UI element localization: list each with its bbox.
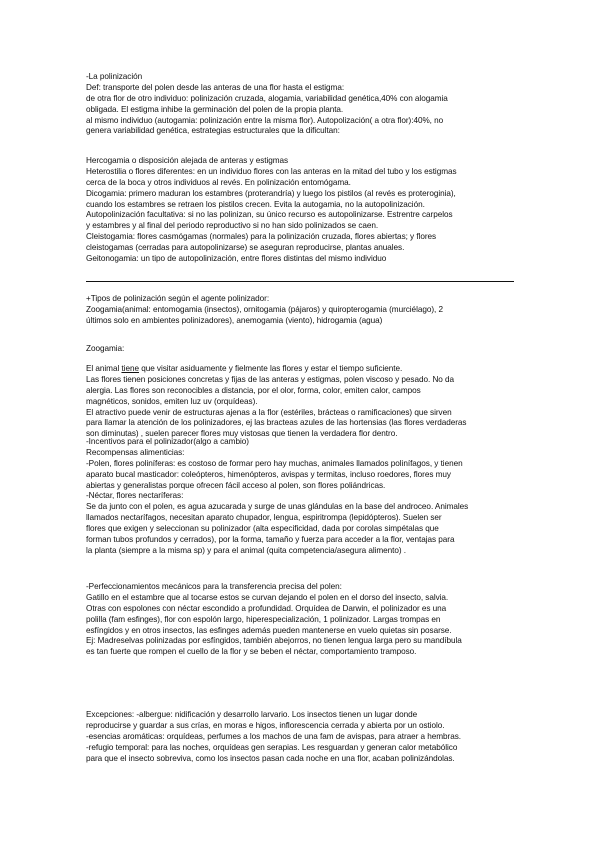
text-line [86, 364, 516, 375]
text-line: Hercogamia o disposición alejada de anteras y estigmas [86, 156, 289, 165]
text-line: alergia. Las flores son reconocibles a distancia, por el olor, forma, color, emiten calor, campos [86, 385, 421, 395]
text-line: Recompensas alimenticias: [86, 447, 185, 457]
text-line: cuando los estambres se retraen los pistilos crecen. Evita la autogamia, no la autopolinización. [86, 199, 425, 209]
section-incentives [86, 437, 516, 557]
text-line: Dicogamia: primero maduran los estambres (proterandría) y luego los pistilos (al revés es proteroginia), [86, 188, 456, 198]
text-line: Gatillo en el estambre que al tocarse estos se curvan dejando el polen en el dorso del insecto, salvia. [86, 592, 449, 602]
text-fragment: El animal [86, 364, 122, 373]
text-line: abiertas y generalistas porque ofrecen fácil acceso al polen, son flores poliándricas. [86, 480, 386, 490]
section-definition [86, 72, 516, 137]
section-strategies [86, 156, 516, 265]
text-line: Ej: Madreselvas polinizadas por esfíngidos, también abejorros, no tienen lengua larga pero su mandíbula [86, 636, 462, 646]
text-line: para que el insecto sobreviva, como los insectos pasan cada noche en una flor, acaban polinizándolas. [86, 753, 455, 763]
text-line: Def: transporte del polen desde las anteras de una flor hasta el estigma: [86, 82, 345, 92]
text-line: Heterostilia o flores diferentes: en un individuo flores con las anteras en la mitad del tubo y los estigmas [86, 166, 457, 176]
text-line: +Tipos de polinización según el agente polinizador: [86, 294, 270, 303]
text-line: -esencias aromáticas: orquídeas, perfumes a los machos de una fam de avispas, para atraer a hembras. [86, 731, 462, 741]
section-title: Zoogamia: [86, 344, 125, 353]
text-line: -Incentivos para el polinizador(algo a cambio) [86, 437, 249, 446]
underlined-word: tiene [121, 364, 139, 373]
text-line: -refugio temporal: para las noches, orquídeas gen serapias. Les resguardan y generan calor metabólico [86, 742, 458, 752]
section-zoogamia-heading [86, 344, 516, 355]
text-line: llamados nectarífagos, necesitan aparato chupador, lengua, espiritrompa (lepidópteros). Suelen ser [86, 513, 442, 523]
text-line: Se da junto con el polen, es agua azucarada y surge de unas glándulas en la base del androceo. Animales [86, 502, 469, 512]
text-line: para llamar la atención de los polinizadores, ej las bracteas azules de las hortensias (las flores verdaderas [86, 418, 467, 428]
text-line: El atractivo puede venir de estructuras ajenas a la flor (estériles, brácteas o ramificaciones) que sirven [86, 407, 452, 417]
text-line: esfíngidos y en otros insectos, las esfinges además pueden mantenerse en vuelo quietas sin posarse. [86, 625, 452, 635]
text-line: al mismo individuo (autogamia: polinización entre la misma flor). Autopolización( a otra flor):40%, no [86, 115, 444, 125]
text-line: aparato bucal masticador: coleópteros, himenópteros, avispas y termitas, incluso roedores, flores muy [86, 469, 451, 479]
section-pollinator-types [86, 294, 516, 327]
text-line: Las flores tienen posiciones concretas y fijas de las anteras y estigmas, polen viscoso y pesado. No da [86, 374, 455, 384]
section-title: -La polinización [86, 72, 143, 81]
text-line: cleistogamas (cerradas para autopolinizarse) se aseguran reproducirse, plantas anuales. [86, 243, 405, 253]
text-line: Otras con espolones con néctar escondido a profundidad. Orquídea de Darwin, el polinizador es una [86, 603, 447, 613]
text-line: es tan fuerte que rompen el cuello de la flor y se beben el néctar, comportamiento tramposo. [86, 647, 417, 657]
text-line: flores que exigen y seleccionan su polinizador (alta especificidad, dada por corolas simpétalas que [86, 524, 439, 534]
text-line: Cleistogamia: flores casmógamas (normales) para la polinización cruzada, flores abiertas; y flores [86, 232, 437, 242]
text-line: Autopolinización facultativa: si no las polinizan, su único recurso es autopolinizarse. Estrentre carpelos [86, 210, 453, 220]
text-line: y estambres y al final del periodo reproductivo si no han sido polinizados se caen. [86, 221, 379, 231]
text-line: magnéticos, sonidos, emiten luz uv (orquídeas). [86, 396, 258, 406]
text-line: Zoogamia(animal: entomogamia (insectos), ornitogamia (pájaros) y quiropterogamia (murciélago), 2 [86, 304, 443, 314]
text-line: son diminutas) , suelen parecer flores muy vistosas que tienen la verdadera flor dentro. [86, 429, 398, 439]
text-line: cerca de la boca y otros individuos al revés. En polinización entomógama. [86, 177, 351, 187]
text-line: la planta (siempre a la misma sp) y para el animal (quita competencia/asegura alimento) . [86, 545, 407, 555]
text-line: polilla (fam esfinges), flor con espolón largo, hiperespecialización, 1 polinizador. Largas trompas en [86, 614, 441, 624]
text-line: reproducirse y guardar a sus crías, en moras e higos, inflorescencia cerrada y abierta por un ostiolo. [86, 720, 445, 730]
section-zoogamia [86, 364, 516, 440]
section-exceptions [86, 710, 516, 764]
text-line: forman tubos profundos y cerrados), por la forma, tamaño y fuerza para acceder a la flor, ventajas para [86, 535, 455, 545]
text-line: de otra flor de otro individuo: polinización cruzada, alogamia, variabilidad genética,40% con alogamia [86, 93, 448, 103]
text-line: -Perfeccionamientos mecánicos para la transferencia precisa del polen: [86, 582, 342, 591]
text-line: Excepciones: -albergue: nidificación y desarrollo larvario. Los insectos tienen un lugar donde [86, 710, 418, 719]
text-line: últimos solo en ambientes polinizadores), anemogamia (viento), hidrogamia (agua) [86, 315, 383, 325]
horizontal-rule [86, 281, 514, 282]
text-line: genera variabilidad genética, estrategias estructurales que la dificultan: [86, 126, 340, 136]
text-line: Geitonogamia: un tipo de autopolinización, entre flores distintas del mismo individuo [86, 254, 387, 264]
text-line: -Polen, flores poliníferas: es costoso de formar pero hay muchas, animales llamados polinífagos, y tienen [86, 458, 463, 468]
text-line: -Néctar, flores nectaríferas: [86, 491, 184, 501]
text-line: obligada. El estigma inhibe la germinación del polen de la propia planta. [86, 104, 344, 114]
section-mechanical [86, 582, 516, 658]
text-fragment: que visitar asiduamente y fielmente las flores y estar el tiempo suficiente. [138, 364, 403, 373]
